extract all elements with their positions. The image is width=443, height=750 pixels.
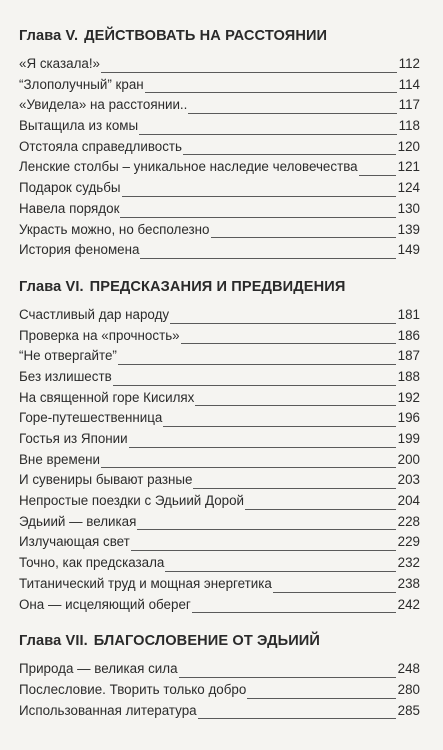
chapter-title: ДЕЙСТВОВАТЬ НА РАССТОЯНИИ: [84, 28, 328, 44]
toc-page-number: 192: [396, 388, 420, 409]
chapter-title: БЛАГОСЛОВЕНИЕ ОТ ЭДЬИИЙ: [93, 633, 320, 650]
toc-entry-title: Использованная литература: [19, 701, 198, 722]
toc-entry: [19, 75, 420, 96]
toc-entry-title: “Не отвергайте”: [19, 346, 118, 367]
toc-entry: [19, 429, 420, 450]
toc-entry-title: «Увидела» на расстоянии..: [19, 95, 188, 116]
toc-entry-title: И сувениры бывают разные: [19, 470, 193, 491]
toc-entry-title: История феномена: [19, 240, 140, 261]
toc-entry: [19, 95, 420, 116]
toc-page-number: 199: [396, 429, 420, 450]
toc-entry-title: Вне времени: [19, 450, 101, 471]
toc-entry-title: Титанический труд и мощная энергетика: [19, 574, 273, 595]
toc-entry: [19, 491, 420, 512]
toc-page-number: 203: [396, 470, 420, 491]
chapter-section: [19, 28, 420, 261]
toc-entry: [19, 553, 420, 574]
toc-entry: [19, 116, 420, 137]
toc-page-number: 238: [396, 574, 420, 595]
chapter-section: [19, 279, 420, 615]
toc-entry: [19, 199, 420, 220]
toc-entry-title: Вытащила из комы: [19, 116, 139, 137]
toc-page-number: 124: [396, 178, 420, 199]
toc-entry: [19, 512, 420, 533]
toc-entry-title: Счастливый дар народу: [19, 305, 170, 326]
toc-entry: [19, 532, 420, 553]
chapter-heading: [19, 28, 420, 44]
toc-page-number: 242: [396, 595, 420, 616]
toc-page-number: 187: [396, 346, 420, 367]
toc-entry: [19, 220, 420, 241]
toc-entry-title: Эдьиий — великая: [19, 512, 137, 533]
toc-page-number: 149: [396, 240, 420, 261]
toc-entry-title: «Я сказала!»: [19, 54, 101, 75]
toc-entry-title: Послесловие. Творить только добро: [19, 680, 247, 701]
toc-entry-title: Навела порядок: [19, 199, 120, 220]
toc-page-number: 118: [397, 116, 420, 137]
toc-page-number: 117: [397, 95, 420, 116]
toc-entry-title: Точно, как предсказала: [19, 553, 165, 574]
toc-page-number: 114: [397, 75, 420, 96]
toc-entry-title: Без излишеств: [19, 367, 113, 388]
toc-page-number: 228: [396, 512, 420, 533]
toc-entry-title: Гостья из Японии: [19, 429, 129, 450]
chapter-number: Глава VI.: [19, 278, 84, 295]
toc-entry-title: Проверка на «прочность»: [19, 326, 181, 347]
chapter-number: Глава V.: [19, 28, 79, 44]
toc-entry: [19, 659, 420, 680]
toc-page-number: 112: [397, 54, 420, 75]
toc-entry-title: На священной горе Кисилях: [19, 388, 195, 409]
toc-entry-title: Подарок судьбы: [19, 178, 122, 199]
toc-page-number: 181: [396, 305, 420, 326]
toc-entry-title: Природа — великая сила: [19, 659, 179, 680]
toc-entry: [19, 157, 420, 178]
toc-page-number: 229: [396, 532, 420, 553]
toc-entry: [19, 346, 420, 367]
toc-page-number: 280: [396, 680, 420, 701]
chapter-heading: [19, 633, 420, 649]
toc-entry-title: Она — исцеляющий оберег: [19, 595, 192, 616]
toc-page-number: 188: [396, 367, 420, 388]
toc-entry: [19, 367, 420, 388]
chapter-title: ПРЕДСКАЗАНИЯ И ПРЕДВИДЕНИЯ: [89, 278, 346, 295]
toc-entry: [19, 574, 420, 595]
toc-entry: [19, 701, 420, 722]
toc-entry: [19, 178, 420, 199]
toc-page-number: 232: [396, 553, 420, 574]
toc-entry: [19, 388, 420, 409]
toc-page-number: 121: [396, 157, 420, 178]
toc-entry: [19, 137, 420, 158]
chapter-section: [19, 633, 420, 721]
toc-entry: [19, 240, 420, 261]
toc-entry-title: Отстояла справедливость: [19, 137, 183, 158]
toc-page-number: 130: [396, 199, 420, 220]
toc-page-number: 120: [396, 137, 420, 158]
toc-page-number: 200: [396, 450, 420, 471]
toc-entry: [19, 470, 420, 491]
toc-entry: [19, 54, 420, 75]
toc-entry: [19, 408, 420, 429]
toc-entry: [19, 326, 420, 347]
toc-page-number: 248: [396, 659, 420, 680]
toc-page-number: 196: [396, 408, 420, 429]
toc-page-number: 139: [396, 220, 420, 241]
toc-entry-title: Ленские столбы – уникальное наследие человечества: [19, 157, 359, 178]
toc-entry-title: Украсть можно, но бесполезно: [19, 220, 211, 241]
toc-entry-title: “Злополучный” кран: [19, 75, 145, 96]
toc-page-number: 186: [396, 326, 420, 347]
toc-page-number: 285: [396, 701, 420, 722]
chapter-number: Глава VII.: [19, 633, 88, 650]
toc-entry: [19, 305, 420, 326]
toc-entry-title: Излучающая свет: [19, 532, 131, 553]
toc-entry: [19, 595, 420, 616]
chapter-heading: [19, 279, 420, 295]
toc-entry: [19, 680, 420, 701]
toc-entry-title: Горе-путешественница: [19, 408, 163, 429]
toc-entry-title: Непростые поездки с Эдьиий Дорой: [19, 491, 245, 512]
toc-page-number: 204: [396, 491, 420, 512]
toc-entry: [19, 450, 420, 471]
